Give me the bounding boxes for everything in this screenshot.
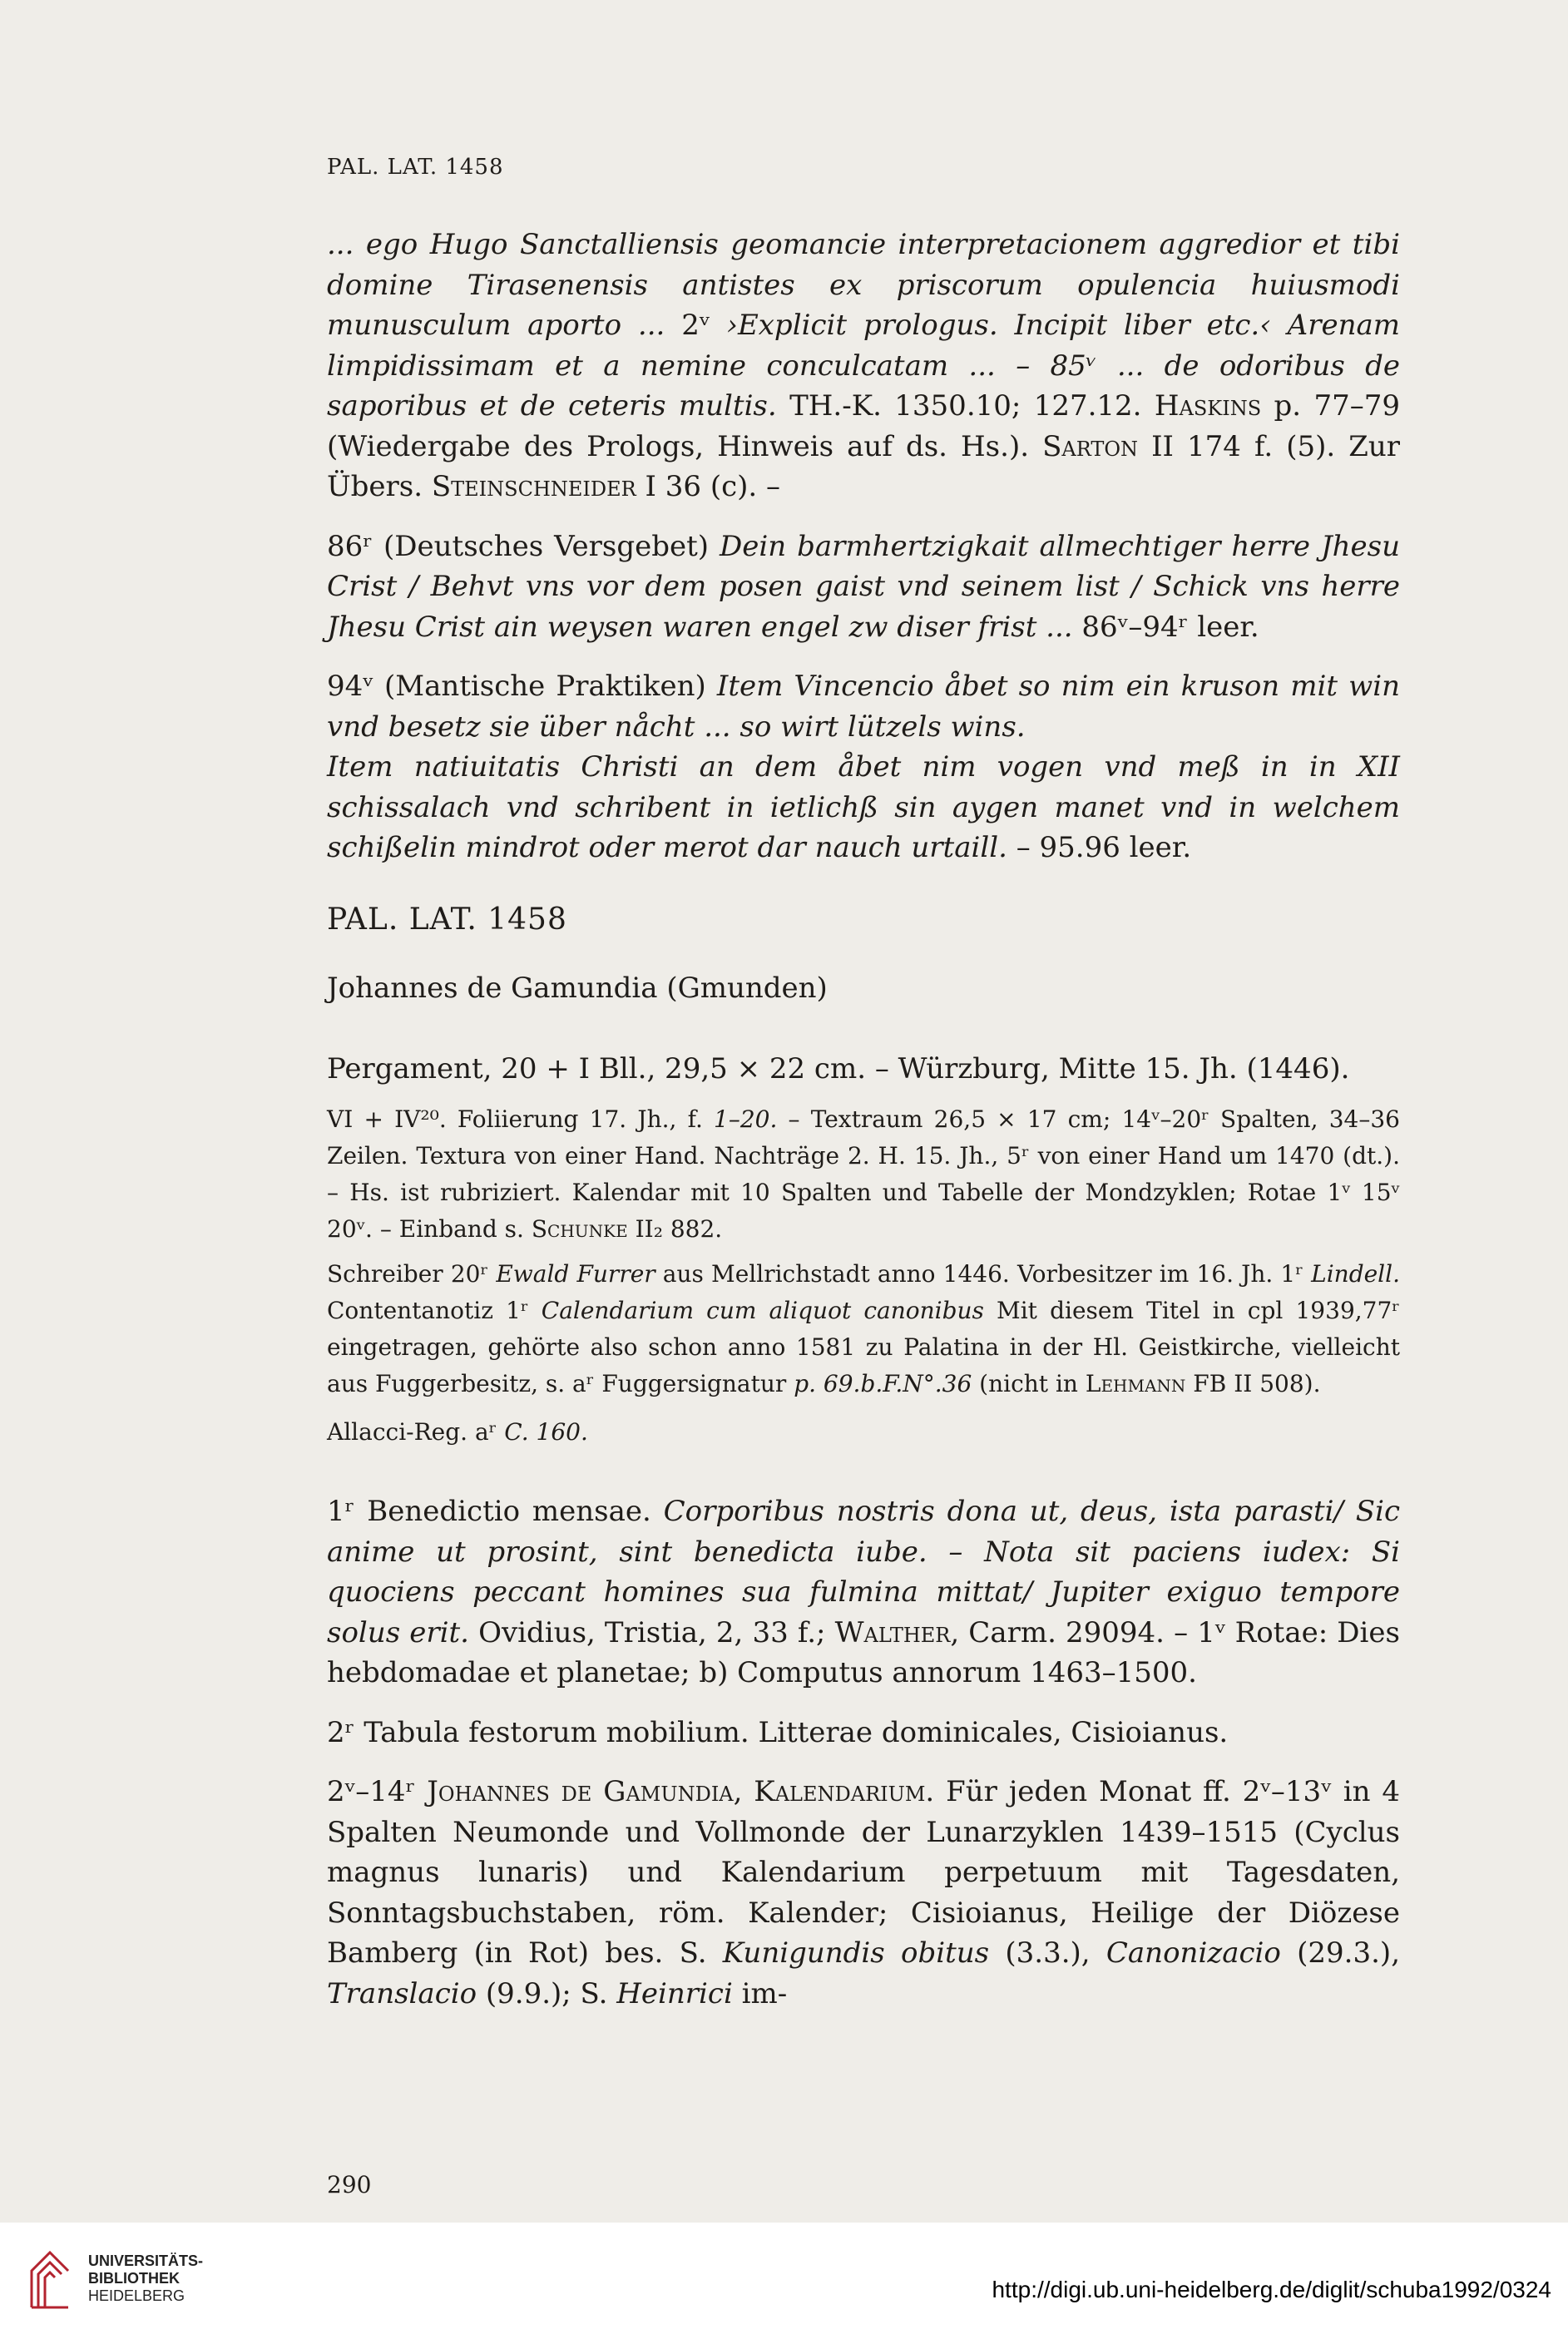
- text-span: II 174 f. (5). Zur Übers.: [327, 429, 1401, 503]
- author-ref: Schunke: [531, 1215, 628, 1243]
- section-heading: PAL. LAT. 1458: [327, 902, 567, 937]
- text-span: p. 77–79 (Wiedergabe des Prologs, Hinweis auf ds. Hs.).: [327, 389, 1401, 463]
- text-span: II₂ 882.: [627, 1215, 723, 1243]
- paragraph: [327, 1101, 1400, 1248]
- source-url-link[interactable]: http://digi.ub.uni-heidelberg.de/diglit/schuba1992/0324: [992, 2277, 1551, 2302]
- running-head: PAL. LAT. 1458: [327, 155, 504, 180]
- text-span: Schreiber 20ʳ: [327, 1260, 497, 1288]
- author-heading: Johannes de Gamundia (Gmunden): [327, 972, 828, 1005]
- author-ref: Sarton: [1042, 429, 1139, 463]
- paragraph-tabula: 2ʳ Tabula festorum mobilium. Litterae dominicales, Cisioianus.: [327, 1715, 1229, 1749]
- text-span: (9.9.); S.: [477, 1976, 617, 2010]
- text-span: TH.-K. 1350.10; 127.12.: [776, 389, 1155, 423]
- paragraph-prologus: [327, 225, 1400, 507]
- manuscript-summary: Pergament, 20 + I Bll., 29,5 × 22 cm. – Würzburg, Mitte 15. Jh. (1446).: [327, 1052, 1350, 1085]
- text-span: Calendarium cum aliquot canonibus: [541, 1297, 984, 1324]
- text-span: Translacio: [327, 1976, 477, 2010]
- text-span: Canonizacio: [1106, 1936, 1281, 1970]
- author-ref: Walther: [834, 1615, 951, 1649]
- description-provenance: [327, 1256, 1400, 1402]
- text-span: 1ʳ Benedictio mensae.: [327, 1495, 664, 1528]
- text-span: Mit diesem Titel in cpl 1939,77ʳ eingetragen, gehörte also schon anno 1581 zu Palatina in der Hl. Geistkirche, vielleicht aus Fuggerbesitz, s. aʳ Fuggersignatur: [327, 1297, 1401, 1397]
- lower-text-block: [327, 1491, 1400, 2033]
- paragraph-praktiken: [327, 666, 1400, 747]
- text-span: Dein barmhertzigkait allmechtiger herre Jhesu Crist / Behvt vns vor dem posen gaist vnd seinem list / Schick vns herre Jhesu Crist ain weysen waren engel zw diser frist ...: [327, 529, 1400, 644]
- text-span: VI + IV²⁰. Foliierung 17. Jh., f.: [327, 1105, 715, 1133]
- text-span: 86ᵛ–94ʳ leer.: [1072, 610, 1259, 644]
- paragraph: [327, 1256, 1400, 1402]
- text-span: aus Mellrichstadt anno 1446. Vorbesitzer im 16. Jh. 1ʳ: [655, 1260, 1312, 1288]
- author-ref: Johannes de Gamundia, Kalendarium.: [427, 1775, 935, 1808]
- text-span: (29.3.),: [1280, 1936, 1401, 1970]
- text-span: (3.3.),: [989, 1936, 1106, 1970]
- text-span: Für jeden Monat ff. 2ᵛ–13ᵛ in 4 Spalten Neumonde und Vollmonde der Lunarzyklen 1439–1515 (Cyclus magnus lunaris) und Kalendarium perpetuum mit Tagesdaten, Sonntagsbuchstaben, röm. Kalender; Cisioianus, Heilige der Diözese Bamberg (in Rot) bes. S.: [327, 1775, 1401, 1970]
- paragraph-natiuitatis: [327, 747, 1400, 868]
- text-span: – 95.96 leer.: [1007, 831, 1192, 864]
- author-ref: Lehmann: [1085, 1370, 1186, 1397]
- paragraph: [327, 1414, 1400, 1451]
- text-span: (nicht in: [972, 1370, 1086, 1397]
- paragraph-benedictio: [327, 1491, 1400, 1694]
- library-logo-icon: [25, 2239, 75, 2314]
- library-name: [88, 2253, 203, 2305]
- text-span: ... ego Hugo Sanctalliensis geomancie interpretacionem aggredior et tibi domine Tirasenensis antistes ex priscorum opulencia huiusmodi munusculum aporto ...: [327, 228, 1400, 342]
- text-span: Contentanotiz 1ʳ: [327, 1297, 542, 1324]
- text-span: Lindell.: [1311, 1260, 1400, 1288]
- text-span: ›Explicit prologus. Incipit liber etc.‹ Arenam limpidissimam et a nemine conculcatam ... – 85ᵛ ... de odoribus de saporibus et de ceteris multis.: [327, 309, 1401, 423]
- author-ref: Haskins: [1154, 389, 1262, 423]
- library-name-line: BIBLIOTHEK: [88, 2270, 180, 2287]
- text-span: Allacci-Reg. aʳ: [327, 1418, 505, 1446]
- text-span: – Textraum 26,5 × 17 cm; 14ᵛ–20ʳ Spalten, 34–36 Zeilen. Textura von einer Hand. Nachträge 2. H. 15. Jh., 5ʳ von einer Hand um 1470 (dt.). – Hs. ist rubriziert. Kalendar mit 10 Spalten und Tabelle der Mondzyklen; Rotae 1ᵛ 15ᵛ 20ᵛ. – Einband s.: [327, 1105, 1400, 1243]
- library-name-line: UNIVERSITÄTS-: [88, 2253, 204, 2269]
- text-span: FB II 508).: [1185, 1370, 1321, 1397]
- description-allacci: [327, 1414, 1400, 1451]
- library-name-line: HEIDELBERG: [88, 2287, 185, 2304]
- text-span: 2ᵛ: [665, 309, 727, 342]
- text-span: Item natiuitatis Christi an dem åbet nim vogen vnd meß in in XII schissalach vnd schribent in ietlichß sin aygen manet vnd in welchem schißelin mindrot oder merot dar nauch urtaill.: [327, 750, 1400, 864]
- text-span: 2ᵛ–14ʳ: [327, 1775, 428, 1808]
- text-span: Heinrici: [616, 1976, 733, 2010]
- paragraph-kalendarium: [327, 1772, 1400, 2014]
- text-span: Ovidius, Tristia, 2, 33 f.;: [468, 1615, 835, 1649]
- description-codicology: [327, 1101, 1400, 1248]
- text-span: Corporibus nostris dona ut, deus, ista parasti/ Sic anime ut prosint, sint benedicta iube. – Nota sit paciens iudex: Si quociens peccant homines sua fulmina mittat/ Jupiter exiguo tempore solus erit.: [327, 1495, 1400, 1649]
- text-span: p. 69.b.F.N°.36: [794, 1370, 972, 1397]
- text-span: , Carm. 29094. – 1ᵛ Rotae: Dies hebdomadae et planetae; b) Computus annorum 1463–1500.: [327, 1615, 1400, 1689]
- page-number: 290: [327, 2171, 372, 2198]
- author-ref: Steinschneider: [431, 470, 636, 503]
- paragraph-versgebet: [327, 527, 1400, 648]
- upper-text-block: [327, 225, 1400, 888]
- text-span: C. 160.: [504, 1418, 588, 1446]
- text-span: I 36 (c). –: [636, 470, 781, 503]
- text-span: 86ʳ (Deutsches Versgebet): [327, 529, 720, 563]
- text-span: Ewald Furrer: [496, 1260, 655, 1288]
- text-span: Kunigundis obitus: [722, 1936, 990, 1970]
- text-span: im-: [732, 1976, 788, 2010]
- text-span: 1–20.: [714, 1105, 778, 1133]
- text-span: Item Vincencio åbet so nim ein kruson mit win vnd besetz sie über nåcht ... so wirt lützels wins.: [327, 670, 1401, 744]
- text-span: 94ᵛ (Mantische Praktiken): [327, 670, 717, 703]
